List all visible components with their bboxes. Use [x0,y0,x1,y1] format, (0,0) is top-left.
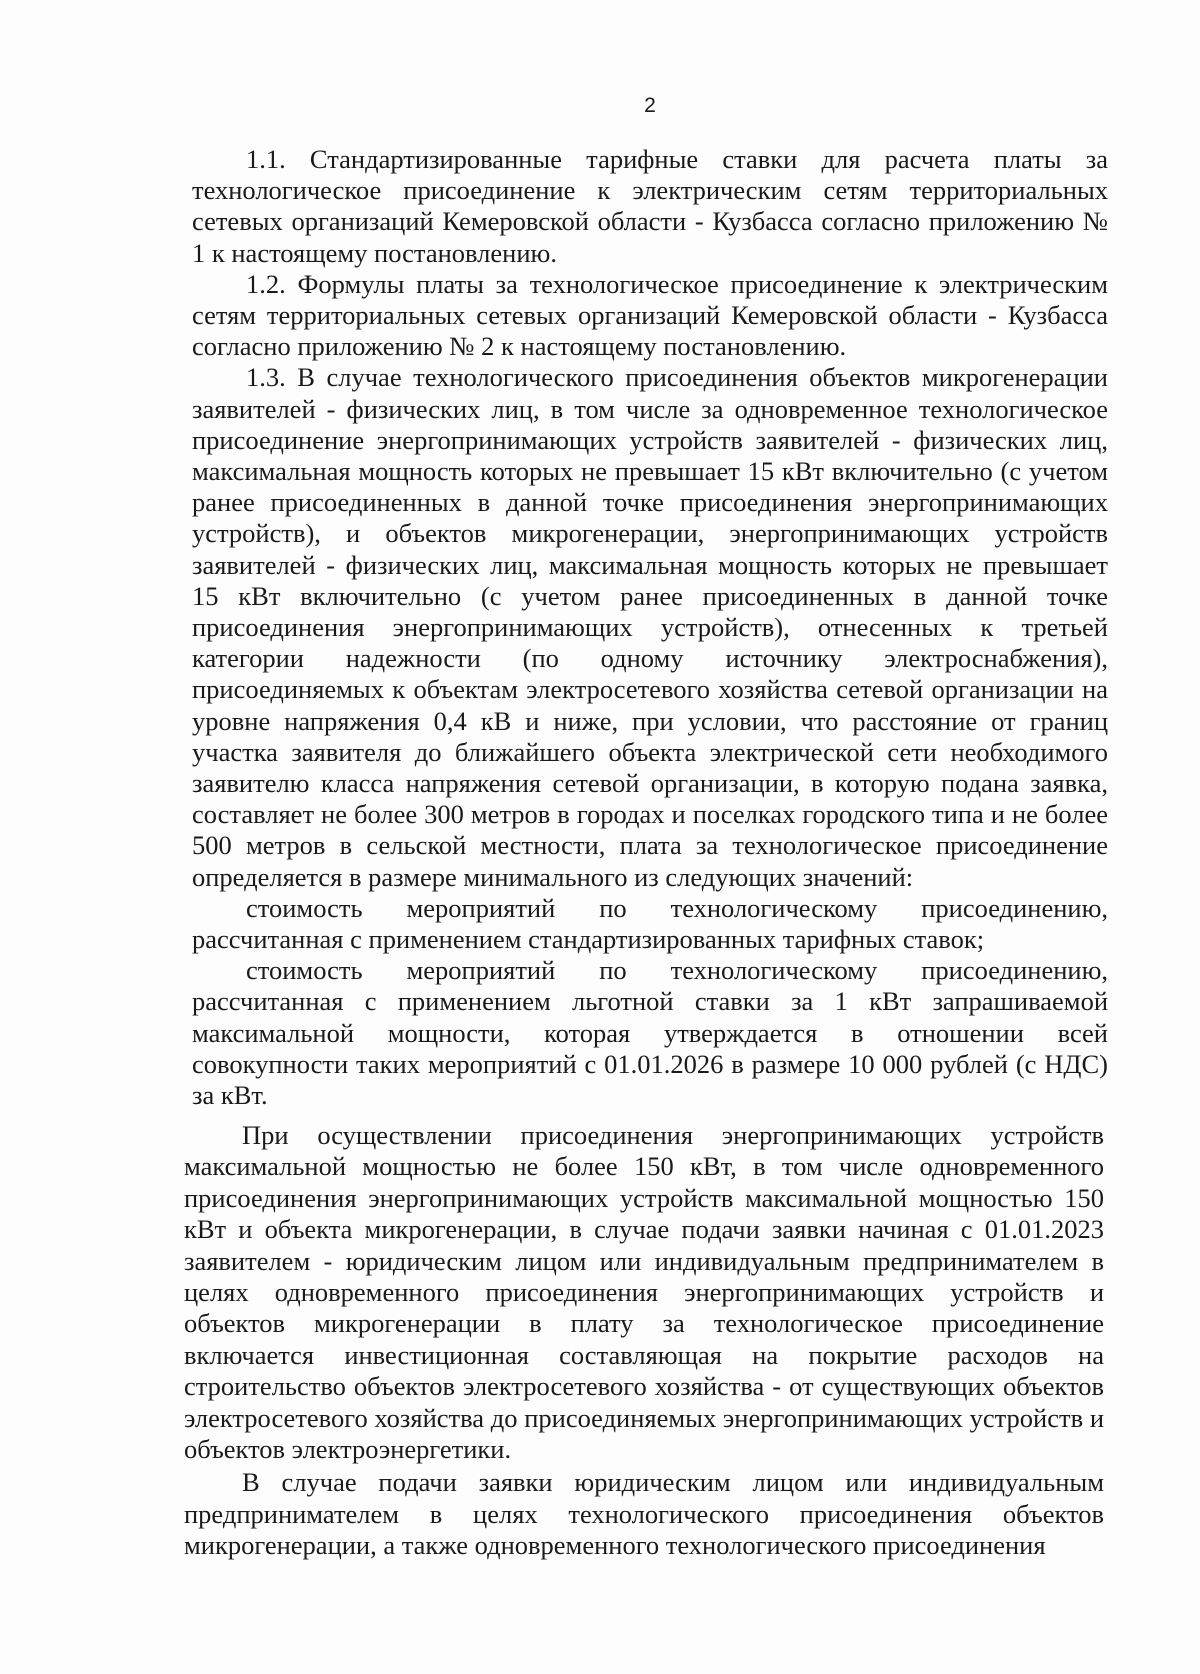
paragraph-legal-entities-microgeneration: В случае подачи заявки юридическим лицом или индивидуальным предпринимателем в целях технологического присоединения объектов микрогенерации, а также одновременного технологического присоединения [184,1467,1104,1561]
paragraph-legal-entities-150kw: При осуществлении присоединения энергопринимающих устройств максимальной мощностью не более 150 кВт, в том числе одновременного присоединения энергопринимающих устройств максимальной мощностью 150 кВт и объекта микрогенерации, в случае подачи заявки начиная с 01.01.2023 заявителем - юридическим лицом или индивидуальным предпринимателем в целях одновременного присоединения энергопринимающих устройств и объектов микрогенерации в плату за технологическое присоединение включается инвестиционная составляющая на покрытие расходов на строительство объектов электросетевого хозяйства - от существующих объектов электросетевого хозяйства до присоединяемых энергопринимающих устройств и объектов электроэнергетики. [184,1120,1104,1465]
document-body [192,144,1108,1111]
paragraph-1-3: 1.3. В случае технологического присоединения объектов микрогенерации заявителей - физических лиц, в том числе за одновременное технологическое присоединение энергопринимающих устройств заявителей - физических лиц, максимальная мощность которых не превышает 15 кВт включительно (с учетом ранее присоединенных в данной точке присоединения энергопринимающих устройств), и объектов микрогенерации, энергопринимающих устройств заявителей - физических лиц, максимальная мощность которых не превышает 15 кВт включительно (с учетом ранее присоединенных в данной точке присоединения энергопринимающих устройств), отнесенных к третьей категории надежности (по одному источнику электроснабжения), присоединяемых к объектам электросетевого хозяйства сетевой организации на уровне напряжения 0,4 кВ и ниже, при условии, что расстояние от границ участка заявителя до ближайшего объекта электрической сети необходимого заявителю класса напряжения сетевой организации, в которую подана заявка, составляет не более 300 метров в городах и поселках городского типа и не более 500 метров в сельской местности, плата за технологическое присоединение определяется в размере минимального из следующих значений: [192,362,1108,892]
document-body-continued [184,1120,1104,1562]
paragraph-1-1: 1.1. Стандартизированные тарифные ставки для расчета платы за технологическое присоединение к электрическим сетям территориальных сетевых организаций Кемеровской области - Кузбасса согласно приложению № 1 к настоящему постановлению. [192,144,1108,268]
paragraph-option-preferential: стоимость мероприятий по технологическому присоединению, рассчитанная с применением льготной ставки за 1 кВт запрашиваемой максимальной мощности, которая утверждается в отношении всей совокупности таких мероприятий с 01.01.2026 в размере 10 000 рублей (с НДС) за кВт. [192,955,1108,1111]
paragraph-1-2: 1.2. Формулы платы за технологическое присоединение к электрическим сетям территориальных сетевых организаций Кемеровской области - Кузбасса согласно приложению № 2 к настоящему постановлению. [192,268,1108,362]
paragraph-option-standard: стоимость мероприятий по технологическому присоединению, рассчитанная с применением стандартизированных тарифных ставок; [192,892,1108,955]
page-number: 2 [644,94,656,117]
